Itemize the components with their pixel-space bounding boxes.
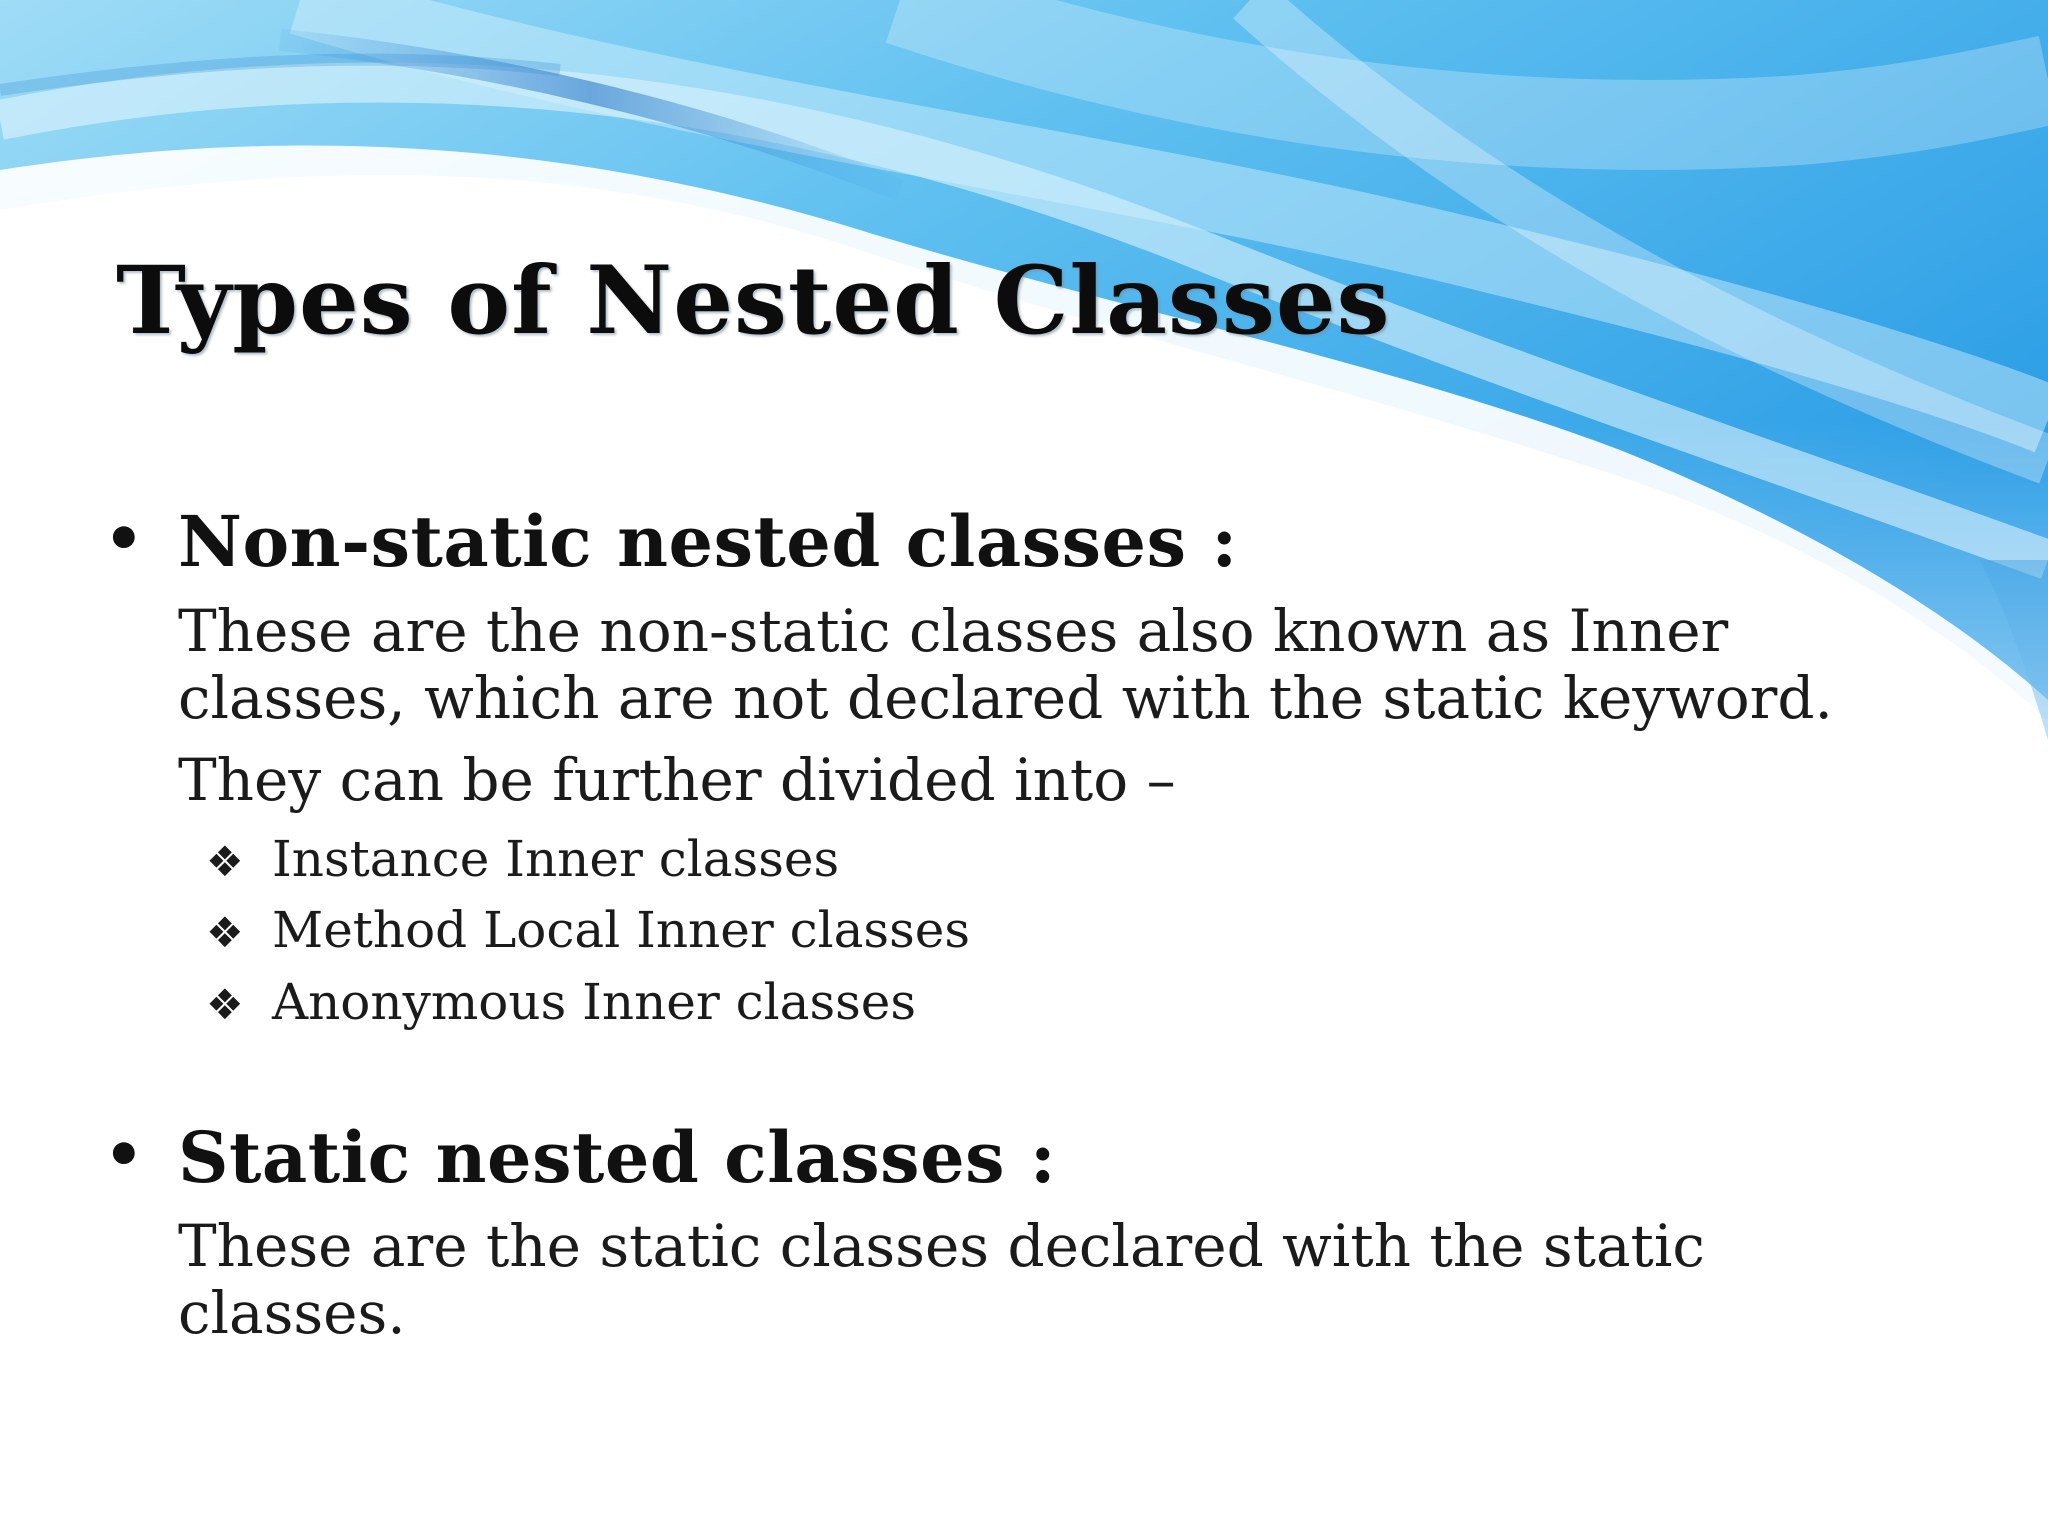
list-item xyxy=(206,901,970,959)
list-item xyxy=(206,973,916,1031)
bullet-point: • xyxy=(104,502,144,575)
list-item-label: Anonymous Inner classes xyxy=(272,973,917,1031)
diamond-bullet-icon: ❖ xyxy=(206,837,244,886)
list-item-label: Instance Inner classes xyxy=(272,830,840,888)
section-description-line: classes. xyxy=(178,1279,406,1347)
section-intro-text: They can be further divided into – xyxy=(178,746,1176,814)
diamond-bullet-icon: ❖ xyxy=(206,980,244,1029)
slide-title: Types of Nested Classes xyxy=(116,246,1391,356)
section-heading-non-static: Non-static nested classes : xyxy=(178,500,1238,583)
list-item-label: Method Local Inner classes xyxy=(272,901,970,959)
diamond-bullet-icon: ❖ xyxy=(206,908,244,957)
section-description-line: classes, which are not declared with the static keyword. xyxy=(178,664,1833,732)
list-item xyxy=(206,830,839,888)
section-heading-static: Static nested classes : xyxy=(178,1116,1057,1199)
section-description-line: These are the static classes declared with the static xyxy=(178,1212,1705,1280)
bullet-point: • xyxy=(104,1118,144,1191)
section-description-line: These are the non-static classes also known as Inner xyxy=(178,597,1729,665)
